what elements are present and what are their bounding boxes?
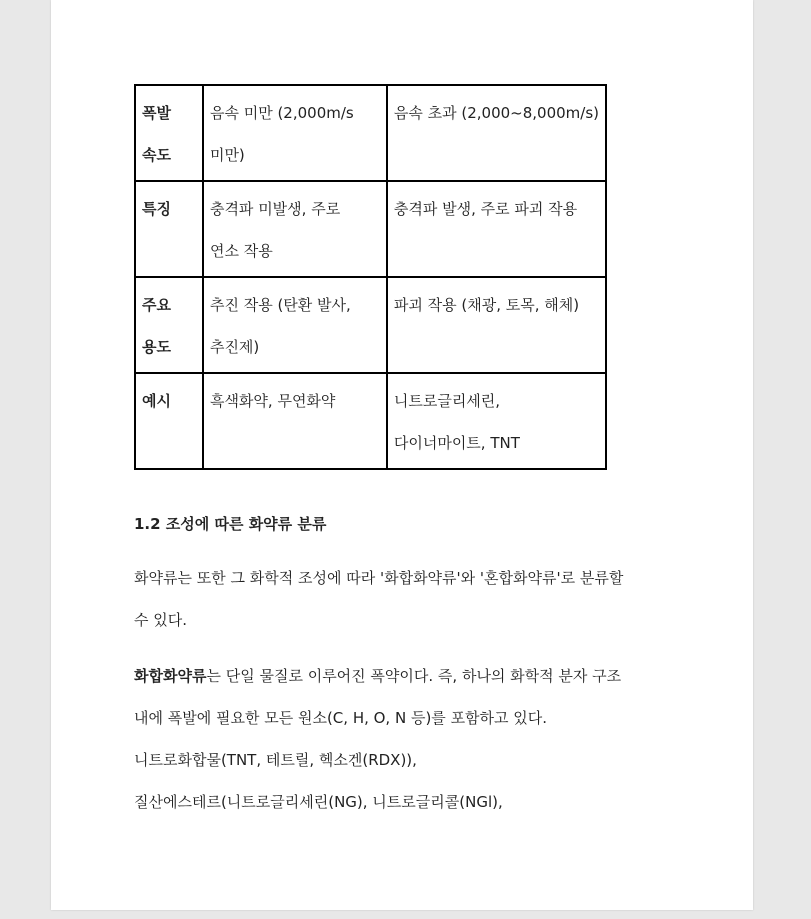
cell-text-line: 연소 작용 xyxy=(209,242,273,260)
high-explosive-cell xyxy=(387,277,606,373)
section-heading: 1.2 조성에 따른 화약류 분류 xyxy=(134,515,327,533)
low-explosive-cell xyxy=(203,373,387,469)
row-label xyxy=(135,277,203,373)
cell-text-line: 음속 초과 (2,000~8,000m/s) xyxy=(393,104,599,122)
low-explosive-cell xyxy=(203,277,387,373)
cell-text-line: 다이너마이트, TNT xyxy=(393,434,520,452)
table-row xyxy=(135,85,606,181)
intro-line-1: 화약류는 또한 그 화학적 조성에 따라 '화합화약류'와 '혼합화약류'로 분류할 xyxy=(134,569,624,587)
row-label xyxy=(135,85,203,181)
cell-text-line: 폭발 xyxy=(142,104,171,122)
high-explosive-cell xyxy=(387,373,606,469)
document-page xyxy=(51,0,753,910)
intro-line-2: 수 있다. xyxy=(134,611,188,629)
table-row xyxy=(135,181,606,277)
explosive-comparison-table xyxy=(134,84,607,470)
cell-text-line: 예시 xyxy=(142,392,171,410)
cell-text-line: 주요 xyxy=(142,296,171,314)
cell-text-line: 미만) xyxy=(209,146,245,164)
table-row xyxy=(135,277,606,373)
low-explosive-cell xyxy=(203,85,387,181)
cell-text-line: 속도 xyxy=(142,146,171,164)
high-explosive-cell xyxy=(387,181,606,277)
high-explosive-cell xyxy=(387,85,606,181)
cell-text-line: 니트로글리세린, xyxy=(393,392,501,410)
compound-paragraph-line-1 xyxy=(134,665,621,686)
low-explosive-cell xyxy=(203,181,387,277)
table-row xyxy=(135,373,606,469)
list-item-nitro-compounds: 니트로화합물(TNT, 테트릴, 헥소겐(RDX)), xyxy=(134,751,417,769)
compound-term: 화합화약류 xyxy=(134,667,207,685)
cell-text-line: 추진제) xyxy=(209,338,260,356)
cell-text-line: 파괴 작용 (채광, 토목, 해체) xyxy=(393,296,580,314)
row-label xyxy=(135,181,203,277)
cell-text-line: 흑색화약, 무연화약 xyxy=(209,392,336,410)
compound-paragraph-line-2: 내에 폭발에 필요한 모든 원소(C, H, O, N 등)를 포함하고 있다. xyxy=(134,709,548,727)
cell-text-line: 음속 미만 (2,000m/s xyxy=(209,104,354,122)
compound-definition: 는 단일 물질로 이루어진 폭약이다. 즉, 하나의 화학적 분자 구조 xyxy=(206,667,622,685)
cell-text-line: 추진 작용 (탄환 발사, xyxy=(209,296,351,314)
cell-text-line: 용도 xyxy=(142,338,171,356)
list-item-nitrate-esters: 질산에스테르(니트로글리세린(NG), 니트로글리콜(NGl), xyxy=(134,793,503,811)
row-label xyxy=(135,373,203,469)
cell-text-line: 특징 xyxy=(142,200,171,218)
cell-text-line: 충격파 미발생, 주로 xyxy=(209,200,341,218)
cell-text-line: 충격파 발생, 주로 파괴 작용 xyxy=(393,200,578,218)
